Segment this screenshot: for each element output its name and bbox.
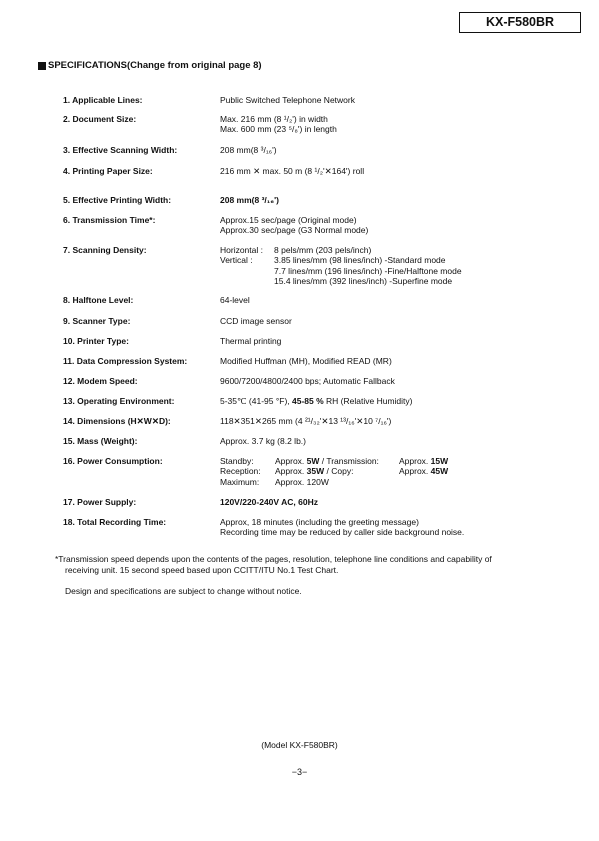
spec-label: 10. Printer Type: bbox=[63, 336, 129, 346]
density-vertical-standard: 3.85 lines/mm (98 lines/inch) -Standard mode bbox=[274, 255, 446, 266]
spec-label: 14. Dimensions (H✕W✕D): bbox=[63, 416, 171, 426]
spec-label: 5. Effective Printing Width: bbox=[63, 195, 172, 205]
footnote-line: receiving unit. 15 second speed based upon CCITT/ITU No.1 Test Chart. bbox=[65, 564, 339, 575]
spec-value: Approx. 3.7 kg (8.2 lb.) bbox=[220, 436, 306, 446]
standby-value: Approx. 5W / Transmission: bbox=[275, 456, 379, 466]
spec-value bbox=[220, 456, 448, 487]
spec-value-line: Approx.15 sec/page (Original mode) bbox=[220, 215, 357, 225]
spec-label: 13. Operating Environment: bbox=[63, 396, 175, 406]
spec-value: 216 mm ✕ max. 50 m (8 ¹/₂'✕164') roll bbox=[220, 166, 365, 176]
section-title bbox=[38, 60, 262, 71]
spec-label: 15. Mass (Weight): bbox=[63, 436, 138, 446]
density-vertical-superfine: 15.4 lines/mm (392 lines/inch) -Superfine mode bbox=[274, 276, 453, 287]
spec-label: 8. Halftone Level: bbox=[63, 295, 134, 305]
page-number: −3− bbox=[291, 767, 308, 777]
humidity-range: 45-85 % bbox=[292, 396, 324, 406]
spec-label: 4. Printing Paper Size: bbox=[63, 166, 153, 176]
reception-value: Approx. 35W / Copy: bbox=[275, 466, 354, 477]
spec-label: 6. Transmission Time*: bbox=[63, 215, 156, 225]
spec-value bbox=[220, 114, 337, 135]
spec-label: 11. Data Compression System: bbox=[63, 356, 188, 366]
spec-label: 7. Scanning Density: bbox=[63, 245, 147, 255]
spec-value bbox=[220, 215, 368, 236]
maximum-value: Approx. 120W bbox=[275, 476, 329, 487]
spec-value: Public Switched Telephone Network bbox=[220, 95, 355, 105]
spec-value-line: Approx.30 sec/page (G3 Normal mode) bbox=[220, 225, 369, 236]
spec-value: 208 mm(8 ³/₁₆') bbox=[220, 195, 279, 205]
standby-label: Standby: bbox=[220, 456, 254, 466]
spec-label: 16. Power Consumption: bbox=[63, 456, 163, 466]
spec-value bbox=[220, 396, 412, 406]
spec-value: 64-level bbox=[220, 295, 250, 305]
square-bullet-icon bbox=[38, 62, 46, 70]
maximum-label: Maximum: bbox=[220, 476, 260, 487]
spec-label: 17. Power Supply: bbox=[63, 497, 137, 507]
spec-value: 208 mm(8 ³/₁₆') bbox=[220, 145, 277, 155]
spec-label: 3. Effective Scanning Width: bbox=[63, 145, 178, 155]
spec-label: 2. Document Size: bbox=[63, 114, 137, 124]
spec-value: Modified Huffman (MH), Modified READ (MR) bbox=[220, 356, 392, 366]
humidity-unit: RH (Relative Humidity) bbox=[323, 396, 413, 406]
spec-value: 118✕351✕265 mm (4 ²¹/₃₂'✕13 ¹³/₁₆'✕10 ⁷/₁₆') bbox=[220, 416, 392, 426]
footnote-line: *Transmission speed depends upon the contents of the pages, resolution, telephone line conditions and capability of bbox=[55, 554, 492, 564]
density-vertical-fine: 7.7 lines/mm (196 lines/inch) -Fine/Halftone mode bbox=[274, 265, 462, 276]
spec-value: 9600/7200/4800/2400 bps; Automatic Fallback bbox=[220, 376, 395, 386]
spec-label: 9. Scanner Type: bbox=[63, 316, 131, 326]
copy-value: Approx. 45W bbox=[399, 466, 449, 477]
spec-value: Thermal printing bbox=[220, 336, 282, 346]
footer-model: (Model KX-F580BR) bbox=[261, 740, 338, 750]
spec-label: 1. Applicable Lines: bbox=[63, 95, 143, 105]
transmission-value: Approx. 15W bbox=[399, 456, 449, 466]
spec-value-line: Recording time may be reduced by caller side background noise. bbox=[220, 527, 465, 538]
transmission-footnote bbox=[55, 554, 555, 575]
spec-value: CCD image sensor bbox=[220, 316, 292, 326]
density-vertical-label: Vertical : bbox=[220, 255, 253, 266]
spec-value-line: Approx, 18 minutes (including the greeting message) bbox=[220, 517, 419, 527]
spec-value-line: Max. 600 mm (23 ⁵/₈') in length bbox=[220, 124, 337, 135]
density-horizontal-value: 8 pels/mm (203 pels/inch) bbox=[274, 245, 372, 255]
spec-label: 18. Total Recording Time: bbox=[63, 517, 167, 527]
temperature-range: 5-35℃ (41-95 °F), bbox=[220, 396, 292, 406]
density-horizontal-label: Horizontal : bbox=[220, 245, 263, 255]
spec-value: 120V/220-240V AC, 60Hz bbox=[220, 497, 318, 507]
spec-label: 12. Modem Speed: bbox=[63, 376, 138, 386]
spec-value-line: Max. 216 mm (8 ¹/₂') in width bbox=[220, 114, 328, 124]
model-number: KX-F580BR bbox=[485, 15, 555, 29]
spec-value bbox=[220, 245, 462, 287]
section-title-text: SPECIFICATIONS(Change from original page 8) bbox=[48, 60, 262, 71]
design-notice: Design and specifications are subject to change without notice. bbox=[65, 586, 302, 596]
reception-label: Reception: bbox=[220, 466, 261, 477]
spec-value bbox=[220, 517, 464, 538]
model-number-box bbox=[459, 12, 581, 33]
